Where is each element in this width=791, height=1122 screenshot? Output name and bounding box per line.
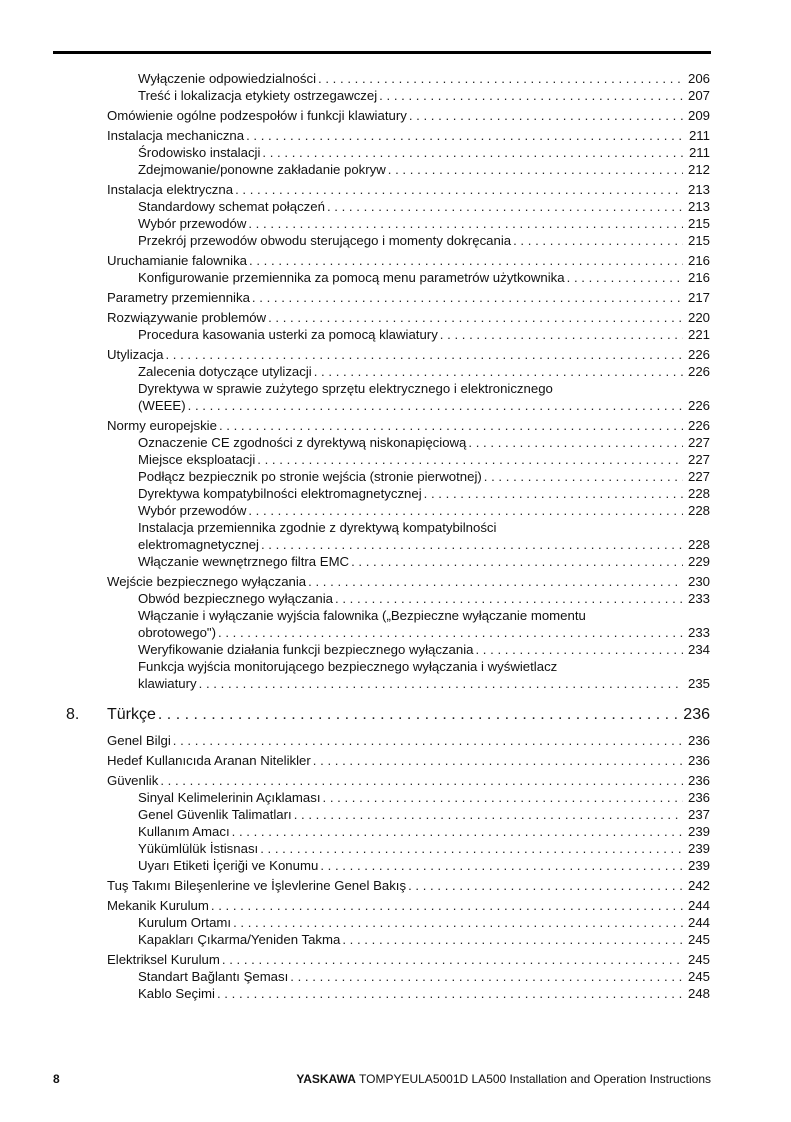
- dot-leader: [320, 857, 683, 874]
- footer-document-name: TOMPYEULA5001D LA500 Installation and Operation Instructions: [359, 1072, 711, 1086]
- toc-entry[interactable]: [0, 181, 791, 198]
- dot-leader: [294, 806, 683, 823]
- toc-section-turkish: [0, 732, 791, 1002]
- chapter-page: 236: [683, 706, 710, 723]
- toc-entry-title: Weryfikowanie działania funkcji bezpiecznego wyłączania: [138, 642, 474, 657]
- dot-leader: [408, 877, 683, 894]
- toc-entry-title: Uyarı Etiketi İçeriği ve Konumu: [138, 858, 319, 873]
- dot-leader: [313, 752, 683, 769]
- toc-entry-page: 211: [688, 145, 710, 160]
- toc-entry[interactable]: [0, 553, 791, 570]
- toc-entry-title: Podłącz bezpiecznik po stronie wejścia (stronie pierwotnej): [138, 469, 482, 484]
- toc-section-polish: [0, 70, 791, 692]
- toc-entry[interactable]: [0, 519, 791, 553]
- toc-entry-page: 244: [687, 915, 710, 930]
- toc-entry[interactable]: [0, 840, 791, 857]
- toc-entry-page: 226: [687, 347, 710, 362]
- dot-leader: [235, 181, 683, 198]
- toc-entry-title: klawiatury: [138, 676, 197, 691]
- dot-leader: [188, 397, 683, 414]
- toc-entry[interactable]: [0, 573, 791, 590]
- toc-entry[interactable]: [0, 985, 791, 1002]
- toc-entry-title-line1: Dyrektywa w sprawie zużytego sprzętu elektrycznego i elektronicznego: [138, 381, 553, 396]
- dot-leader: [327, 198, 683, 215]
- toc-entry[interactable]: [0, 752, 791, 769]
- toc-entry[interactable]: [0, 107, 791, 124]
- top-rule: [53, 51, 711, 54]
- toc-entry-title: (WEEE): [138, 398, 186, 413]
- toc-entry[interactable]: [0, 772, 791, 789]
- dot-leader: [217, 985, 683, 1002]
- toc-entry-title-line1: Funkcja wyjścia monitorującego bezpiecznego wyłączania i wyświetlacz: [138, 659, 558, 674]
- toc-entry-page: 230: [687, 574, 710, 589]
- toc-entry-title: Wejście bezpiecznego wyłączania: [107, 574, 307, 589]
- toc-entry-title: Yükümlülük İstisnası: [138, 841, 259, 856]
- toc-entry-page: 220: [687, 310, 710, 325]
- dot-leader: [249, 252, 683, 269]
- toc-entry[interactable]: [0, 346, 791, 363]
- toc-entry-title: Kullanım Amacı: [138, 824, 230, 839]
- dot-leader: [379, 87, 683, 104]
- chapter-title: Türkçe: [107, 706, 156, 723]
- toc-chapter-8[interactable]: [0, 704, 791, 726]
- toc-entry[interactable]: [0, 127, 791, 144]
- toc-entry-page: 211: [688, 128, 710, 143]
- toc-entry-title-line1: Włączanie i wyłączanie wyjścia falownika („Bezpieczne wyłączanie momentu: [138, 608, 586, 623]
- dot-leader: [260, 840, 683, 857]
- toc-entry[interactable]: [0, 161, 791, 178]
- dot-leader: [158, 704, 680, 726]
- toc-entry-page: 233: [687, 625, 710, 640]
- toc-entry-title: Oznaczenie CE zgodności z dyrektywą niskonapięciową: [138, 435, 467, 450]
- toc-entry-page: 228: [687, 537, 710, 552]
- dot-leader: [567, 269, 683, 286]
- toc-entry[interactable]: [0, 363, 791, 380]
- toc-entry[interactable]: [0, 326, 791, 343]
- toc-entry-title: Obwód bezpiecznego wyłączania: [138, 591, 333, 606]
- toc-entry-page: 226: [687, 398, 710, 413]
- dot-leader: [290, 968, 683, 985]
- footer-page-number: 8: [53, 1072, 60, 1086]
- dot-leader: [160, 772, 683, 789]
- dot-leader: [246, 127, 683, 144]
- dot-leader: [232, 823, 683, 840]
- toc-entry-page: 226: [687, 364, 710, 379]
- toc-entry-title: Hedef Kullanıcıda Aranan Nitelikler: [107, 753, 311, 768]
- toc-entry-title: Elektriksel Kurulum: [107, 952, 220, 967]
- toc-entry-title: Genel Bilgi: [107, 733, 171, 748]
- toc-entry-page: 207: [687, 88, 710, 103]
- toc-entry-page: 228: [687, 486, 710, 501]
- toc-entry-title: Utylizacja: [107, 347, 164, 362]
- toc-entry-title: Kurulum Ortamı: [138, 915, 232, 930]
- toc-entry[interactable]: [0, 70, 791, 87]
- toc-entry[interactable]: [0, 658, 791, 692]
- toc-entry[interactable]: [0, 252, 791, 269]
- toc-entry[interactable]: [0, 607, 791, 641]
- toc-entry-title: Miejsce eksploatacji: [138, 452, 256, 467]
- toc-entry-title: Kablo Seçimi: [138, 986, 215, 1001]
- toc-entry-title: Uruchamianie falownika: [107, 253, 248, 268]
- toc-entry-title: Przekrój przewodów obwodu sterującego i momenty dokręcania: [138, 233, 512, 248]
- toc-entry[interactable]: [0, 468, 791, 485]
- toc-entry[interactable]: [0, 968, 791, 985]
- toc-entry[interactable]: [0, 198, 791, 215]
- toc-entry[interactable]: [0, 931, 791, 948]
- dot-leader: [318, 70, 683, 87]
- toc-entry[interactable]: [0, 485, 791, 502]
- toc-entry-title: Parametry przemiennika: [107, 290, 250, 305]
- toc-entry[interactable]: [0, 451, 791, 468]
- toc-entry-title: Instalacja mechaniczna: [107, 128, 245, 143]
- chapter-number: 8.: [66, 706, 80, 723]
- toc-entry-page: 217: [687, 290, 710, 305]
- toc-entry[interactable]: [0, 914, 791, 931]
- toc-entry[interactable]: [0, 215, 791, 232]
- toc-entry-page: 239: [687, 858, 710, 873]
- toc-entry[interactable]: [0, 590, 791, 607]
- toc-entry-title: Wybór przewodów: [138, 216, 247, 231]
- toc-entry-page: 215: [687, 233, 710, 248]
- dot-leader: [351, 553, 683, 570]
- dot-leader: [388, 161, 683, 178]
- toc-entry-page: 213: [687, 182, 710, 197]
- toc-entry-page: 228: [687, 503, 710, 518]
- toc-entry-title: Wyłączenie odpowiedzialności: [138, 71, 317, 86]
- toc-entry[interactable]: [0, 877, 791, 894]
- toc-entry[interactable]: [0, 806, 791, 823]
- dot-leader: [211, 897, 683, 914]
- toc-entry-page: 239: [687, 824, 710, 839]
- dot-leader: [424, 485, 683, 502]
- dot-leader: [409, 107, 683, 124]
- dot-leader: [484, 468, 683, 485]
- dot-leader: [173, 732, 683, 749]
- toc-entry-page: 245: [687, 969, 710, 984]
- dot-leader: [513, 232, 683, 249]
- toc-entry-title: Kapakları Çıkarma/Yeniden Takma: [138, 932, 341, 947]
- toc-entry-title: elektromagnetycznej: [138, 537, 259, 552]
- toc-entry-page: 215: [687, 216, 710, 231]
- dot-leader: [262, 144, 683, 161]
- toc-entry[interactable]: [0, 641, 791, 658]
- dot-leader: [218, 624, 683, 641]
- toc-entry-page: 235: [687, 676, 710, 691]
- toc-entry-page: 216: [687, 270, 710, 285]
- dot-leader: [222, 951, 683, 968]
- toc-entry-title: Rozwiązywanie problemów: [107, 310, 267, 325]
- toc-entry-page: 242: [687, 878, 710, 893]
- toc-entry[interactable]: [0, 732, 791, 749]
- toc-entry[interactable]: [0, 87, 791, 104]
- toc-entry-title: obrotowego"): [138, 625, 216, 640]
- dot-leader: [199, 675, 683, 692]
- toc-entry-title: Omówienie ogólne podzespołów i funkcji klawiatury: [107, 108, 407, 123]
- toc-entry-title: Instalacja elektryczna: [107, 182, 234, 197]
- toc-entry-title: Tuş Takımı Bileşenlerine ve İşlevlerine Genel Bakış: [107, 878, 407, 893]
- toc-entry[interactable]: [0, 289, 791, 306]
- toc-entry-page: 229: [687, 554, 710, 569]
- footer-document-title: [296, 1072, 711, 1086]
- toc-entry-title: Standardowy schemat połączeń: [138, 199, 325, 214]
- toc-entry-page: 245: [687, 952, 710, 967]
- toc-entry-title: Zdejmowanie/ponowne zakładanie pokryw: [138, 162, 386, 177]
- toc-entry[interactable]: [0, 232, 791, 249]
- dot-leader: [248, 502, 683, 519]
- toc-entry-title: Normy europejskie: [107, 418, 217, 433]
- toc-entry-page: 227: [687, 469, 710, 484]
- dot-leader: [248, 215, 683, 232]
- dot-leader: [342, 931, 683, 948]
- toc-entry-title-line1: Instalacja przemiennika zgodnie z dyrektywą kompatybilności: [138, 520, 497, 535]
- toc-entry-title: Standart Bağlantı Şeması: [138, 969, 289, 984]
- dot-leader: [335, 590, 683, 607]
- toc-entry-page: 248: [687, 986, 710, 1001]
- toc-entry-page: 212: [687, 162, 710, 177]
- dot-leader: [440, 326, 683, 343]
- toc-entry-page: 236: [687, 790, 710, 805]
- toc-entry-title: Wybór przewodów: [138, 503, 247, 518]
- toc-entry-page: 213: [687, 199, 710, 214]
- toc-entry-title: Güvenlik: [107, 773, 159, 788]
- toc-entry-page: 239: [687, 841, 710, 856]
- toc-entry[interactable]: [0, 269, 791, 286]
- toc-entry-page: 206: [687, 71, 710, 86]
- toc-entry-title: Włączanie wewnętrznego filtra EMC: [138, 554, 350, 569]
- toc-entry-title: Środowisko instalacji: [138, 145, 261, 160]
- dot-leader: [233, 914, 683, 931]
- toc-entry-title: Konfigurowanie przemiennika za pomocą menu parametrów użytkownika: [138, 270, 565, 285]
- toc-entry[interactable]: [0, 309, 791, 326]
- toc-entry-page: 209: [687, 108, 710, 123]
- toc-entry[interactable]: [0, 502, 791, 519]
- toc-entry-page: 244: [687, 898, 710, 913]
- dot-leader: [323, 789, 684, 806]
- dot-leader: [268, 309, 683, 326]
- toc-entry-page: 233: [687, 591, 710, 606]
- dot-leader: [219, 417, 683, 434]
- toc-entry[interactable]: [0, 380, 791, 414]
- toc-entry-title: Dyrektywa kompatybilności elektromagnetycznej: [138, 486, 422, 501]
- dot-leader: [261, 536, 683, 553]
- toc-entry-page: 227: [687, 452, 710, 467]
- dot-leader: [475, 641, 683, 658]
- toc-entry-title: Genel Güvenlik Talimatları: [138, 807, 292, 822]
- toc-entry[interactable]: [0, 897, 791, 914]
- toc-entry-page: 245: [687, 932, 710, 947]
- toc-entry-page: 234: [687, 642, 710, 657]
- toc-entry-page: 227: [687, 435, 710, 450]
- dot-leader: [308, 573, 683, 590]
- toc-entry-page: 226: [687, 418, 710, 433]
- dot-leader: [252, 289, 683, 306]
- dot-leader: [165, 346, 683, 363]
- toc-entry[interactable]: [0, 417, 791, 434]
- toc-entry-page: 221: [687, 327, 710, 342]
- toc-entry[interactable]: [0, 823, 791, 840]
- toc-entry[interactable]: [0, 789, 791, 806]
- toc-entry[interactable]: [0, 144, 791, 161]
- toc-entry[interactable]: [0, 951, 791, 968]
- footer-brand: YASKAWA: [296, 1072, 356, 1086]
- toc-entry[interactable]: [0, 434, 791, 451]
- toc-entry-title: Mekanik Kurulum: [107, 898, 209, 913]
- toc-entry-page: 236: [687, 773, 710, 788]
- toc-entry-page: 237: [687, 807, 710, 822]
- toc-entry-title: Zalecenia dotyczące utylizacji: [138, 364, 312, 379]
- toc-entry-page: 236: [687, 753, 710, 768]
- toc-entry-page: 236: [687, 733, 710, 748]
- toc-entry-page: 216: [687, 253, 710, 268]
- table-of-contents: [0, 70, 791, 1002]
- toc-entry[interactable]: [0, 857, 791, 874]
- toc-entry-title: Treść i lokalizacja etykiety ostrzegawczej: [138, 88, 378, 103]
- toc-entry-title: Procedura kasowania usterki za pomocą klawiatury: [138, 327, 438, 342]
- dot-leader: [314, 363, 683, 380]
- dot-leader: [468, 434, 683, 451]
- toc-entry-title: Sinyal Kelimelerinin Açıklaması: [138, 790, 321, 805]
- dot-leader: [257, 451, 683, 468]
